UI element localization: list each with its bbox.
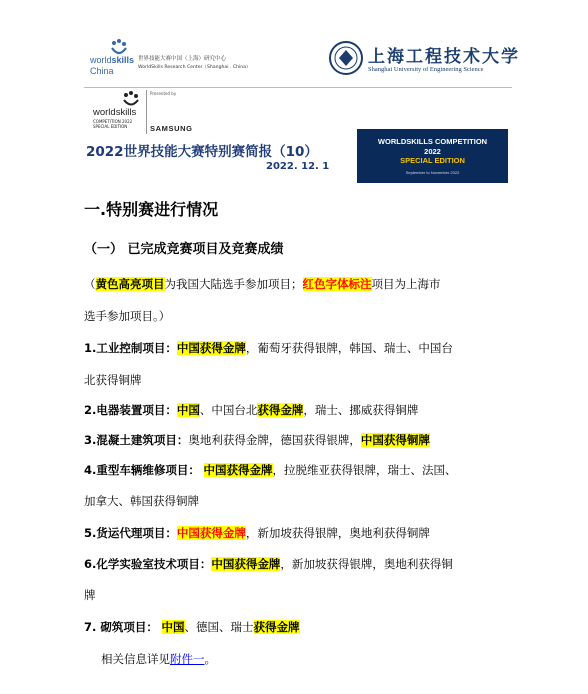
worldskills-emblem-icon (121, 90, 141, 108)
result-item (84, 402, 418, 418)
related-info-prefix: 相关信息详见 (101, 652, 170, 666)
competition-edition-text: COMPETITION 2022 SPECIAL EDITION (93, 119, 133, 129)
intro-text: （ (84, 277, 96, 291)
university-en-name: Shanghai University of Engineering Science (368, 66, 484, 73)
result-label: 2.电器装置项目： (84, 403, 177, 417)
result-text (158, 620, 162, 634)
sponsor-label: Presented by (150, 91, 177, 96)
related-info (101, 651, 216, 667)
red-note: 红色字体标注 (302, 277, 372, 291)
highlighted-result: 中国 (176, 403, 200, 417)
highlighted-result: 中国获得金牌 (176, 341, 246, 355)
result-label: 6.化学实验室技术项目： (84, 557, 212, 571)
competition-banner (357, 129, 508, 183)
banner-line-4: September to November 2022 (405, 170, 460, 175)
result-text: ，瑞士、挪威获得铜牌 (303, 403, 419, 417)
result-item (84, 556, 453, 572)
worldskills-china-logo (88, 38, 263, 82)
result-text: 、中国台北 (199, 403, 258, 417)
document-title: 2022世界技能大赛特别赛简报（10） (86, 144, 318, 160)
banner-line-3: SPECIAL EDITION (400, 156, 465, 165)
highlighted-result: 中国获得金牌 (203, 463, 273, 477)
result-text: ，新加坡获得银牌，奥地利获得铜 (280, 557, 453, 571)
intro-line-1 (84, 276, 441, 292)
university-seal-icon (328, 40, 364, 76)
logo-separator (146, 90, 147, 134)
research-center-en-name: WorldSkills Research Center（Shanghai . China） (138, 65, 251, 70)
university-cn-name: 上海工程技术大学 (368, 47, 520, 67)
result-continuation: 北获得铜牌 (84, 373, 142, 387)
highlighted-result: 获得金牌 (253, 620, 300, 634)
sub-heading: （一） 已完成竞赛项目及竞赛成绩 (84, 242, 284, 257)
result-text (200, 463, 204, 477)
result-label: 5.货运代理项目： (84, 526, 177, 540)
sues-logo (328, 40, 528, 82)
attachment-link[interactable]: 附件一 (170, 652, 205, 666)
result-continuation: 加拿大、韩国获得铜牌 (84, 494, 199, 508)
result-item (84, 525, 430, 541)
result-label: 7. 砌筑项目： (84, 620, 158, 634)
worldskills-wordmark: worldskills (90, 55, 135, 65)
result-text: 、德国、瑞士 (184, 620, 254, 634)
document-date: 2022. 12. 1 (266, 161, 330, 172)
header-divider (84, 87, 512, 88)
highlighted-result: 获得金牌 (257, 403, 304, 417)
china-wordmark: China (90, 66, 114, 76)
samsung-wordmark: SAMSUNG (150, 124, 193, 133)
intro-text: 项目为上海市 (371, 277, 441, 291)
highlighted-result: 中国获得金牌 (211, 557, 281, 571)
section-heading: 一.特别赛进行情况 (84, 200, 219, 219)
result-item (84, 619, 300, 635)
yellow-note: 黄色高亮项目 (95, 277, 165, 291)
highlighted-result: 中国 (161, 620, 185, 634)
worldskills-competition-logo (93, 90, 203, 136)
result-text: ，新加坡获得银牌，奥地利获得铜牌 (245, 526, 430, 540)
result-label: 3.混凝土建筑项目： (84, 433, 189, 447)
worldskills-wordmark: worldskills (93, 107, 137, 118)
result-continuation: 牌 (84, 588, 96, 602)
result-text: 奥地利获得金牌，德国获得银牌， (188, 433, 361, 447)
highlighted-result: 中国获得金牌 (176, 526, 246, 540)
intro-line-2: 选手参加项目。） (84, 309, 171, 323)
intro-text: 为我国大陆选手参加项目； (164, 277, 303, 291)
result-item (84, 462, 457, 478)
result-text: ，葡萄牙获得银牌，韩国、瑞士、中国台 (245, 341, 453, 355)
result-label: 4.重型车辆维修项目： (84, 463, 200, 477)
banner-line-2: 2022 (424, 147, 441, 156)
banner-line-1: WORLDSKILLS COMPETITION (377, 137, 488, 146)
result-item (84, 432, 430, 448)
result-label: 1.工业控制项目： (84, 341, 177, 355)
result-text: ，拉脱维亚获得银牌，瑞士、法国、 (272, 463, 457, 477)
research-center-cn-name: 世界技能大赛中国（上海）研究中心 (138, 56, 227, 62)
highlighted-result: 中国获得铜牌 (360, 433, 430, 447)
result-item (84, 340, 453, 356)
related-info-suffix: 。 (204, 652, 216, 666)
